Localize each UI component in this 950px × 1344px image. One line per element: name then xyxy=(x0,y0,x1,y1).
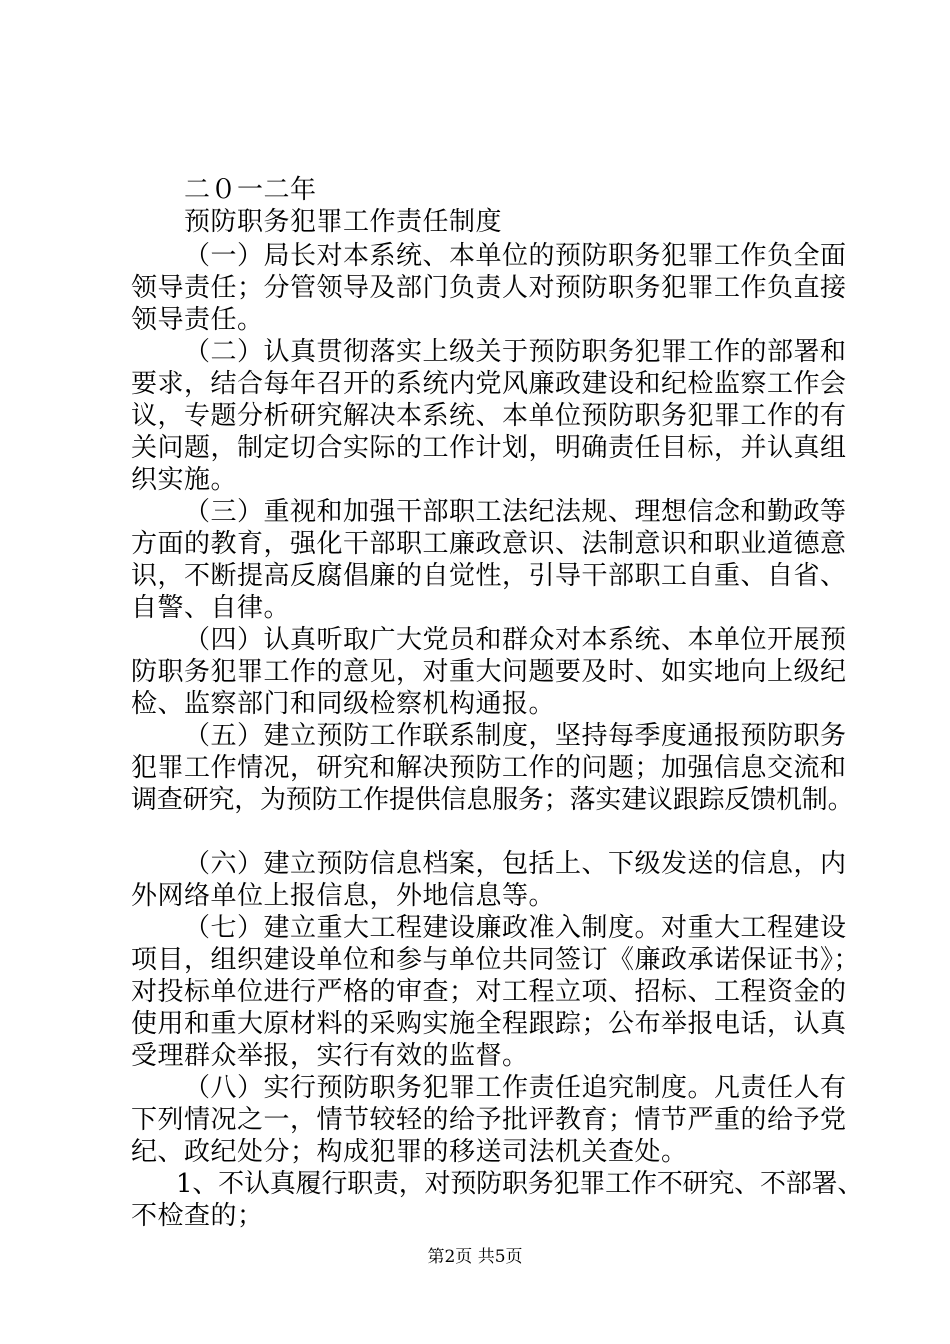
page-number-footer: 第2页 共5页 xyxy=(427,1247,523,1267)
paragraph-line: （八）实行预防职务犯罪工作责任追究制度。凡责任人有 xyxy=(184,1073,847,1103)
paragraph-line: 对投标单位进行严格的审查；对工程立项、招标、工程资金的 xyxy=(131,977,847,1007)
paragraph-line: 防职务犯罪工作的意见，对重大问题要及时、如实地向上级纪 xyxy=(131,657,847,687)
paragraph-line: 1、不认真履行职责，对预防职务犯罪工作不研究、不部署、 xyxy=(176,1169,864,1199)
paragraph-line: 下列情况之一，情节较轻的给予批评教育；情节严重的给予党 xyxy=(131,1105,847,1135)
paragraph-line: （二）认真贯彻落实上级关于预防职务犯罪工作的部署和 xyxy=(184,337,847,367)
paragraph-line: （五）建立预防工作联系制度，坚持每季度通报预防职务 xyxy=(184,721,847,751)
paragraph-line: 识，不断提高反腐倡廉的自觉性，引导干部职工自重、自省、 xyxy=(131,561,847,591)
paragraph-line: 织实施。 xyxy=(131,465,238,495)
paragraph-line: 议，专题分析研究解决本系统、本单位预防职务犯罪工作的有 xyxy=(131,401,847,431)
paragraph-line: 外网络单位上报信息，外地信息等。 xyxy=(131,881,556,911)
paragraph-line: （六）建立预防信息档案，包括上、下级发送的信息，内 xyxy=(184,849,847,879)
paragraph-line: （一）局长对本系统、本单位的预防职务犯罪工作负全面 xyxy=(184,241,847,271)
paragraph-line: 领导责任；分管领导及部门负责人对预防职务犯罪工作负直接 xyxy=(131,273,847,303)
paragraph-line: 使用和重大原材料的采购实施全程跟踪；公布举报电话，认真 xyxy=(131,1009,847,1039)
paragraph-line: 要求，结合每年召开的系统内党风廉政建设和纪检监察工作会 xyxy=(131,369,847,399)
paragraph-line: 领导责任。 xyxy=(131,305,264,335)
document-title: 预防职务犯罪工作责任制度 xyxy=(184,207,503,237)
paragraph-line: 方面的教育，强化干部职工廉政意识、法制意识和职业道德意 xyxy=(131,529,847,559)
paragraph-line: （四）认真听取广大党员和群众对本系统、本单位开展预 xyxy=(184,625,847,655)
document-year: 二０一二年 xyxy=(184,175,317,205)
paragraph-line: （七）建立重大工程建设廉政准入制度。对重大工程建设 xyxy=(184,913,847,943)
paragraph-line: 调查研究，为预防工作提供信息服务；落实建议跟踪反馈机制。 xyxy=(131,785,854,815)
paragraph-line: 犯罪工作情况，研究和解决预防工作的问题；加强信息交流和 xyxy=(131,753,847,783)
paragraph-line: 纪、政纪处分；构成犯罪的移送司法机关查处。 xyxy=(131,1137,688,1167)
paragraph-line: 关问题，制定切合实际的工作计划，明确责任目标，并认真组 xyxy=(131,433,847,463)
paragraph-line: 自警、自律。 xyxy=(131,593,291,623)
paragraph-line: 项目，组织建设单位和参与单位共同签订《廉政承诺保证书》； xyxy=(131,945,861,975)
paragraph-line: 受理群众举报，实行有效的监督。 xyxy=(131,1041,529,1071)
paragraph-line: （三）重视和加强干部职工法纪法规、理想信念和勤政等 xyxy=(184,497,847,527)
paragraph-line: 检、监察部门和同级检察机构通报。 xyxy=(131,689,556,719)
paragraph-line: 不检查的； xyxy=(131,1201,264,1231)
